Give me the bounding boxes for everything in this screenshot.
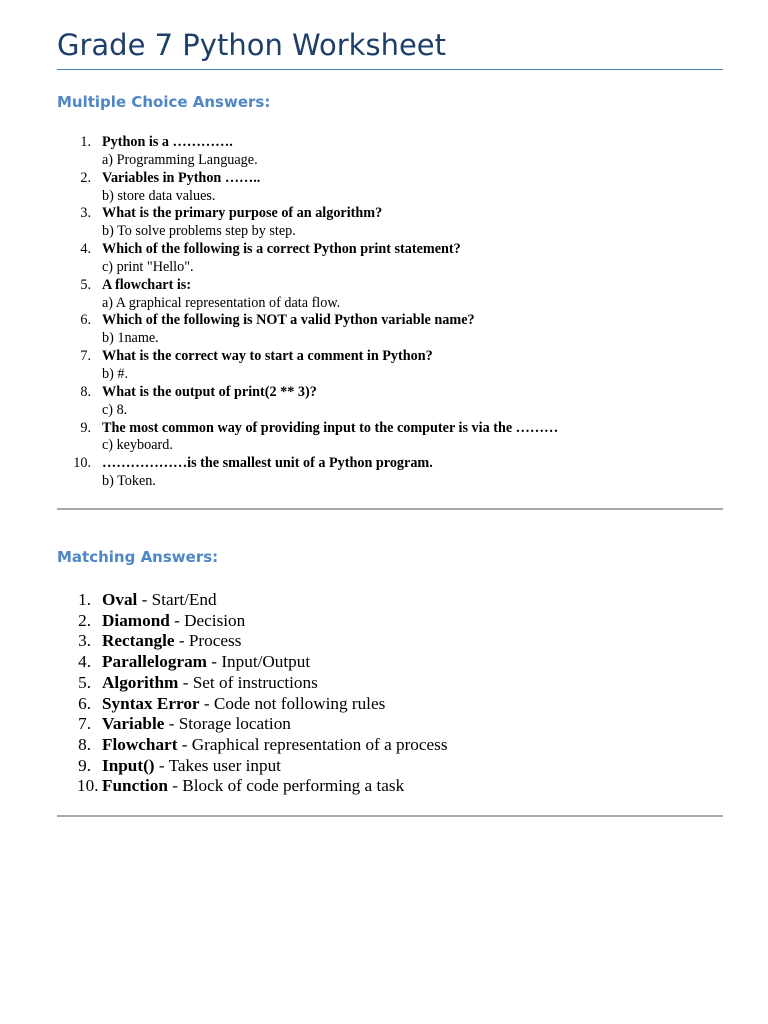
page-title: Grade 7 Python Worksheet [57,28,447,62]
match-item-7 [57,714,737,735]
match-number: 8. [78,734,91,754]
match-separator: - [199,693,214,713]
mc-answer: b) Token. [102,473,156,490]
match-number: 5. [78,672,91,692]
match-number: 2. [78,610,91,630]
match-definition: Code not following rules [213,693,386,713]
match-number: 1. [78,590,91,609]
match-separator: - [174,631,189,651]
mc-item-7 [57,348,737,384]
mc-item-10 [57,455,737,491]
match-separator: - [169,610,185,630]
mc-answer: b) To solve problems step by step. [102,223,296,240]
mc-number: 6. [80,312,91,329]
mc-number: 1. [80,134,91,150]
match-item-3 [57,631,737,652]
mc-number: 9. [80,419,91,436]
mc-number: 2. [80,169,91,186]
matching-heading: Matching Answers: [57,548,219,566]
mc-answer: b) store data values. [102,187,216,204]
match-term: Function [102,776,168,796]
match-term: Flowchart [102,734,178,754]
mc-question: What is the correct way to start a comment in Python? [102,348,433,365]
match-term: Diamond [102,610,170,630]
match-item-1 [57,590,737,611]
match-number: 9. [78,755,91,775]
match-item-6 [57,694,737,715]
match-item-10 [57,776,737,797]
mc-number: 3. [80,205,91,222]
match-number: 10. [77,776,99,796]
mc-item-1 [57,134,737,170]
match-definition: Decision [184,610,246,630]
mc-item-8 [57,384,737,420]
mc-question: A flowchart is: [102,276,192,293]
mc-question: Which of the following is a correct Python print statement? [102,241,461,258]
mc-answer: a) A graphical representation of data flow. [102,294,341,311]
mc-number: 5. [80,276,91,293]
mc-question: What is the output of print(2 ** 3)? [102,383,317,400]
mc-item-6 [57,312,737,348]
match-item-8 [57,735,737,756]
multiple-choice-heading: Multiple Choice Answers: [57,93,271,111]
match-item-2 [57,611,737,632]
match-definition: Start/End [151,590,217,609]
match-separator: - [177,734,192,754]
match-term: Algorithm [102,672,179,692]
match-number: 6. [78,693,91,713]
mc-answer: a) Programming Language. [102,151,258,168]
match-term: Parallelogram [102,652,207,672]
match-separator: - [164,714,179,734]
match-item-4 [57,652,737,673]
mc-number: 7. [80,348,91,365]
mc-question: Python is a …………. [102,134,233,150]
match-number: 7. [78,714,91,734]
mc-question: Which of the following is NOT a valid Python variable name? [102,312,475,329]
mc-item-2 [57,170,737,206]
mc-answer: c) 8. [102,401,128,418]
match-definition: Set of instructions [192,672,318,692]
mc-question: The most common way of providing input to the computer is via the ……… [102,419,559,436]
match-number: 4. [78,652,91,672]
multiple-choice-list [57,134,737,491]
match-definition: Storage location [178,714,291,734]
mc-item-9 [57,420,737,456]
mc-question: Variables in Python …….. [102,169,261,186]
mc-number: 8. [80,383,91,400]
match-definition: Takes user input [168,755,281,775]
matching-list [57,590,737,797]
mc-answer: c) print "Hello". [102,258,194,275]
mc-item-3 [57,205,737,241]
title-underline [57,69,723,70]
mc-item-4 [57,241,737,277]
match-definition: Process [188,631,242,651]
match-item-9 [57,756,737,777]
match-item-5 [57,673,737,694]
mc-answer: b) 1name. [102,330,159,347]
mc-answer: c) keyboard. [102,437,173,454]
match-separator: - [167,776,183,796]
match-term: Oval [102,590,138,609]
match-definition: Block of code performing a task [182,776,405,796]
match-term: Rectangle [102,631,175,651]
mc-number: 4. [80,241,91,258]
match-separator: - [137,590,152,609]
match-definition: Input/Output [221,652,311,672]
section-divider-bottom [57,815,723,817]
match-term: Variable [102,714,165,734]
match-separator: - [207,652,222,672]
match-term: Syntax Error [102,693,200,713]
section-divider [57,508,723,510]
mc-number: 10. [73,455,91,472]
mc-item-5 [57,277,737,313]
match-separator: - [154,755,169,775]
match-separator: - [178,672,193,692]
mc-answer: b) #. [102,365,129,382]
mc-question: What is the primary purpose of an algorithm? [102,205,383,222]
match-number: 3. [78,631,91,651]
match-term: Input() [102,755,155,775]
match-definition: Graphical representation of a process [191,734,448,754]
mc-question: ………………is the smallest unit of a Python program. [102,455,433,472]
